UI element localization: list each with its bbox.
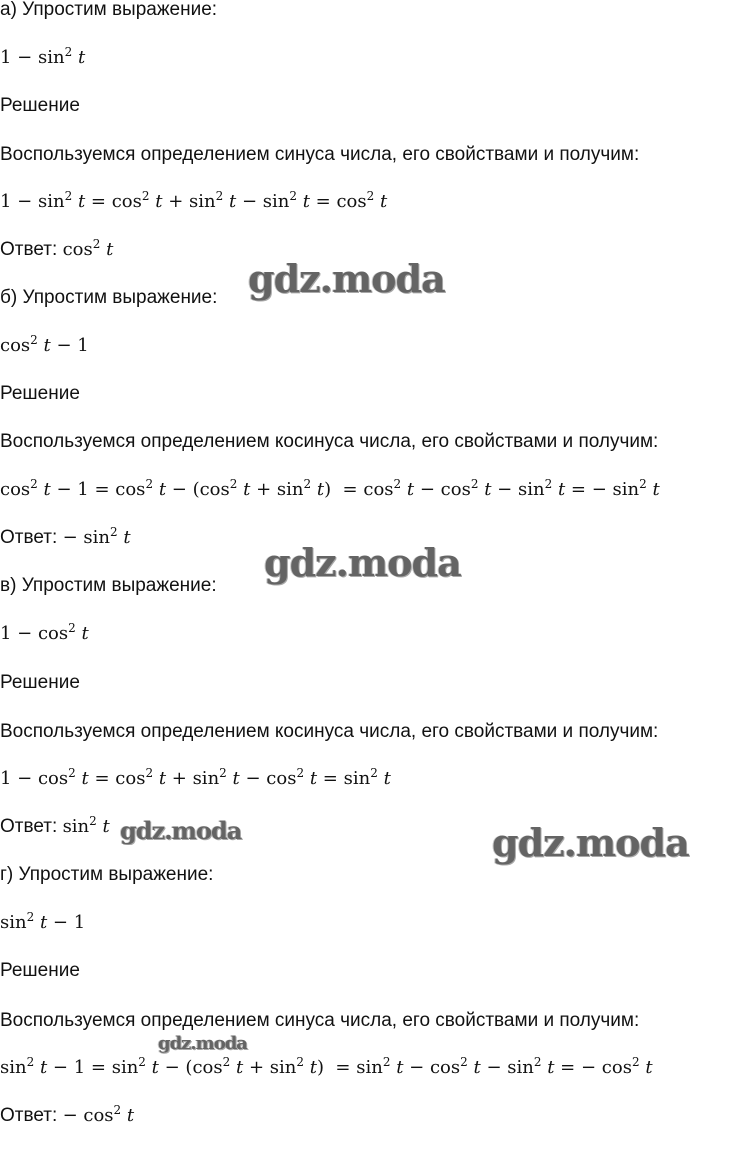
section-d-answer: Ответ: − $\cos^2 t$	[0, 1103, 135, 1126]
section-c-derivation: $1 - \cos^2 t = \cos^2 t + \sin^2 t - \cos^2 t = \sin^2 t$	[0, 766, 391, 789]
section-b-explanation: Воспользуемся определением косинуса числа, его свойствами и получим:	[0, 431, 659, 452]
section-a-heading: а) Упростим выражение:	[0, 0, 218, 20]
section-a-derivation: $1 - \sin^2 t = \cos^2 t + \sin^2 t - \sin^2 t = \cos^2 t$	[0, 189, 388, 212]
section-c-answer: Ответ: $\sin^2 t$	[0, 814, 110, 837]
watermark-5: gdz.moda	[158, 1033, 247, 1054]
section-b-answer: Ответ: − $\sin^2 t$	[0, 525, 131, 548]
section-b-heading: б) Упростим выражение:	[0, 287, 218, 308]
section-a-explanation: Воспользуемся определением синуса числа, его свойствами и получим:	[0, 144, 640, 165]
section-b-solution-label: Решение	[0, 383, 80, 404]
watermark-4: gdz.moda	[492, 820, 689, 865]
section-b-expression: $\cos^2 t - 1$	[0, 333, 89, 356]
section-b-derivation: $\cos^2 t - 1 = \cos^2 t - (\cos^2$ $t + \sin^2 t) = \cos^2 t - \cos^2 t - \sin^2 t$ = − $\sin^2 t$	[0, 477, 660, 500]
section-c-expression: $1 - \cos^2 t$	[0, 621, 89, 644]
section-d-heading: г) Упростим выражение:	[0, 864, 214, 885]
section-d-solution-label: Решение	[0, 960, 80, 981]
section-c-solution-label: Решение	[0, 672, 80, 693]
watermark-3: gdz.moda	[120, 816, 242, 845]
section-c-explanation: Воспользуемся определением косинуса числа, его свойствами и получим:	[0, 721, 659, 742]
section-a-solution-label: Решение	[0, 95, 80, 116]
section-a-answer: Ответ: $\cos^2 t$	[0, 237, 114, 260]
section-d-explanation: Воспользуемся определением синуса числа, его свойствами и получим:	[0, 1010, 640, 1031]
section-a-expression: $1 - \sin^2 t$	[0, 45, 86, 68]
watermark-1: gdz.moda	[248, 256, 445, 301]
section-d-derivation: $\sin^2 t - 1 = \sin^2 t - (\cos^2$ $t + \sin^2 t) = \sin^2 t - \cos^2 t - \sin^2 t$ = − $\cos^2 t$	[0, 1055, 653, 1078]
section-d-expression: $\sin^2 t - 1$	[0, 910, 86, 933]
section-c-heading: в) Упростим выражение:	[0, 575, 217, 596]
watermark-2: gdz.moda	[264, 540, 461, 585]
